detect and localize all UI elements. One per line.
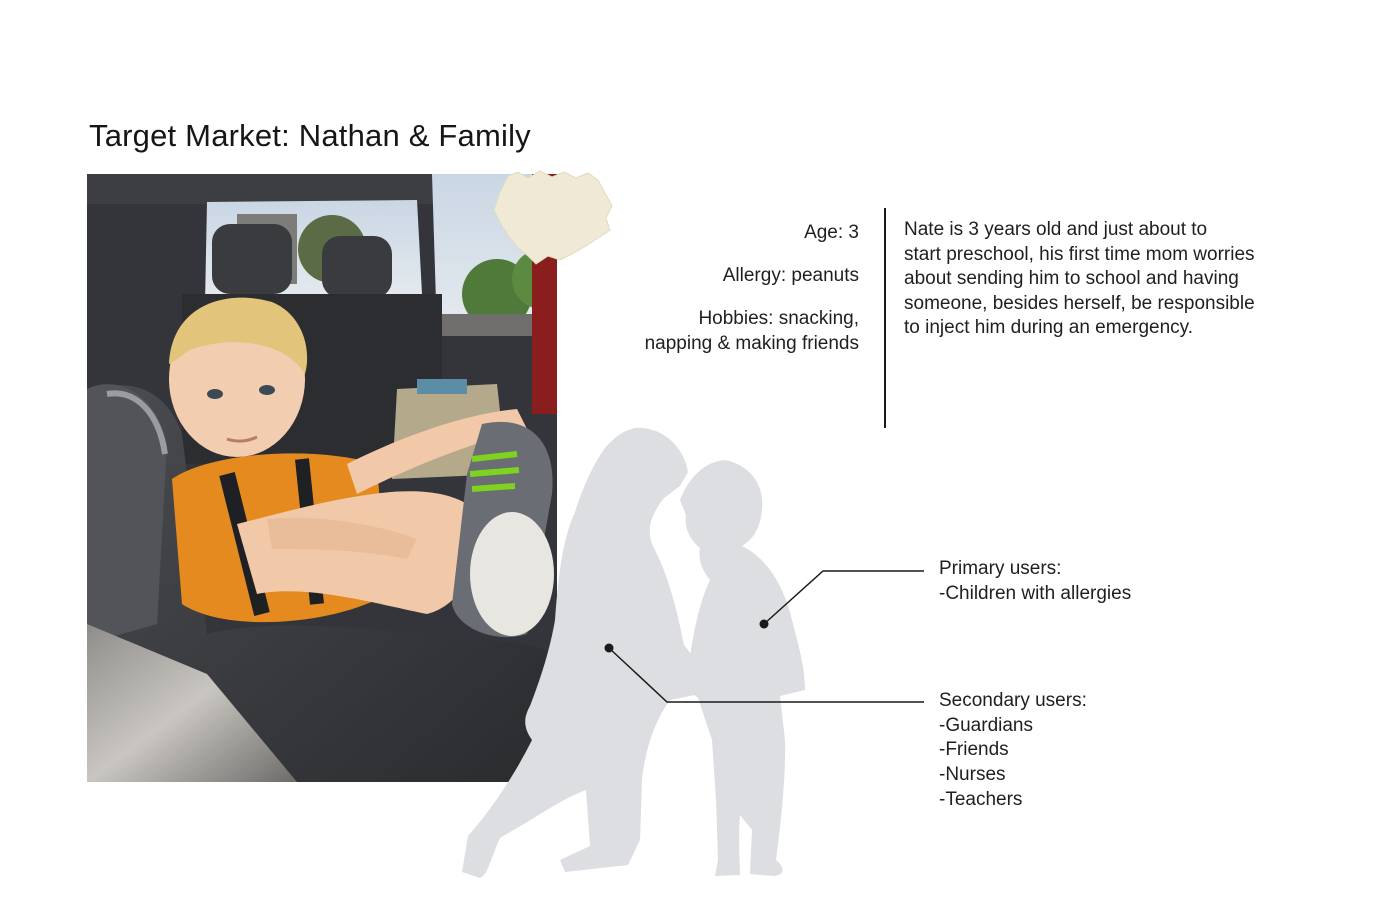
allergy-text: Allergy: peanuts (722, 265, 859, 286)
story-line: start preschool, his first time mom worries (904, 243, 1255, 265)
story-line: Nate is 3 years old and just about to (904, 219, 1208, 240)
primary-users-item: -Children with allergies (939, 583, 1132, 604)
secondary-users-leader (609, 648, 924, 702)
secondary-users-item: -Guardians (939, 714, 1033, 736)
primary-users-leader (764, 571, 924, 624)
primary-users-heading: Primary users: (939, 558, 1062, 579)
secondary-users-heading: Secondary users: (939, 690, 1087, 711)
secondary-users-dot (605, 644, 614, 653)
hobbies-line-1: Hobbies: snacking, (698, 308, 859, 329)
primary-users-dot (760, 620, 769, 629)
hobbies-line-2: napping & making friends (644, 333, 859, 354)
story-line: someone, besides herself, be responsible (904, 292, 1255, 314)
primary-users-callout (939, 556, 1239, 606)
age-text: Age: 3 (804, 222, 859, 243)
page-title: Target Market: Nathan & Family (89, 118, 531, 153)
secondary-users-callout (939, 689, 1239, 813)
secondary-users-item: -Nurses (939, 764, 1006, 786)
story-line: about sending him to school and having (904, 268, 1239, 289)
secondary-users-item: -Friends (939, 739, 1009, 761)
secondary-users-item: -Teachers (939, 788, 1023, 810)
story-line: to inject him during an emergency. (904, 317, 1194, 338)
